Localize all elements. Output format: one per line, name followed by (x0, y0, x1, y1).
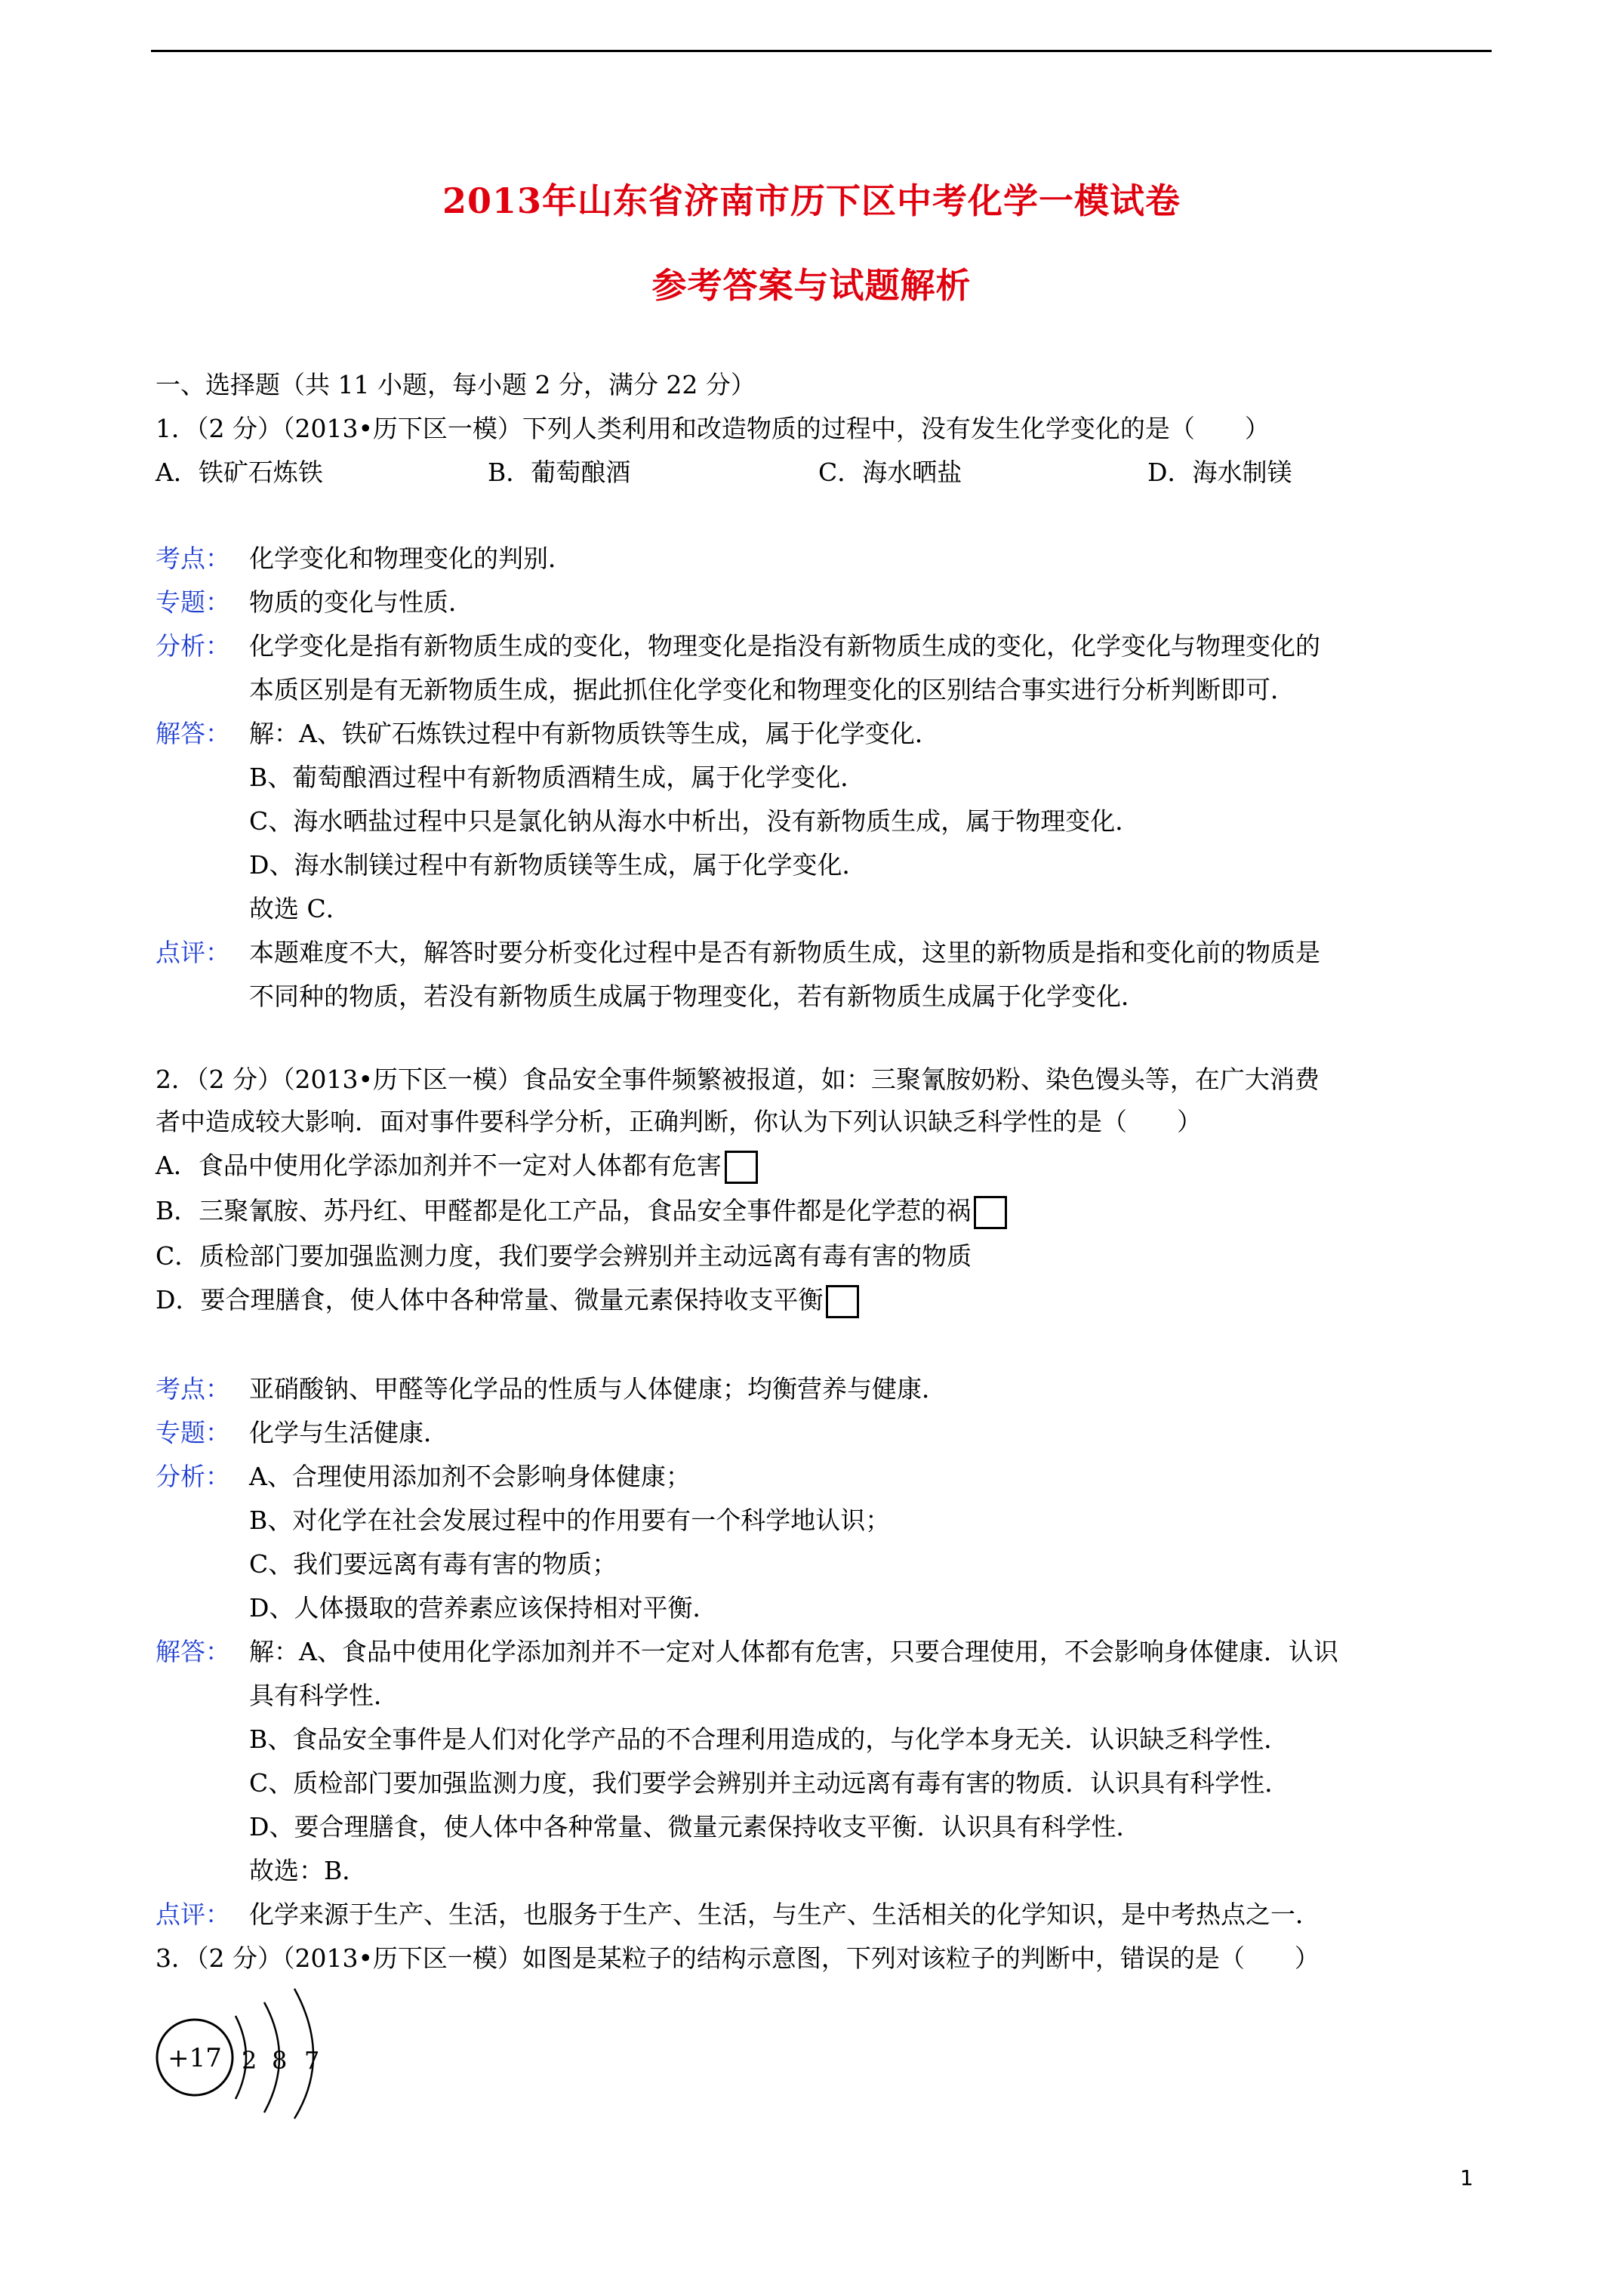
q2-option-a: A．食品中使用化学添加剂并不一定对人体都有危害 (156, 1151, 722, 1180)
header-rule (151, 50, 1492, 52)
q1-jieda-label: 解答： (156, 719, 230, 748)
document-subtitle: 参考答案与试题解析 (651, 265, 972, 306)
shell-3-electrons: 7 (304, 2046, 320, 2075)
q2-dianping-line-1: 化学来源于生产、生活，也服务于生产、生活，与生产、生活相关的化学知识，是中考热点之一． (249, 1900, 1320, 1929)
q1-zhuanti-label: 专题： (156, 587, 230, 617)
q1-option-b: B．葡萄酿酒 (488, 458, 631, 487)
q2-jieda-line-1b: 具有科学性． (249, 1681, 399, 1710)
q1-jieda-line-2: B、葡萄酿酒过程中有新物质酒精生成，属于化学变化． (249, 763, 866, 792)
q1-dianping-line-2: 不同种的物质，若没有新物质生成属于物理变化，若有新物质生成属于化学变化． (249, 982, 1146, 1011)
q1-fenxi-line-1: 化学变化是指有新物质生成的变化，物理变化是指没有新物质生成的变化，化学变化与物理变化的 (249, 631, 1320, 661)
q2-jieda-line-2: B、食品安全事件是人们对化学产品的不合理利用造成的，与化学本身无关．认识缺乏科学性． (249, 1724, 1289, 1754)
q2-option-d: D．要合理膳食，使人体中各种常量、微量元素保持收支平衡 (156, 1285, 824, 1314)
nucleus-charge: +17 (168, 2043, 222, 2073)
q1-kaodian-label: 考点： (156, 544, 230, 573)
q2-fenxi-line-1: A、合理使用添加剂不会影响身体健康； (249, 1462, 691, 1491)
q2-option-b-row (156, 1196, 1007, 1229)
q1-dianping-label: 点评： (156, 938, 230, 967)
q3-stem: 3．（2 分）（2013•历下区一模）如图是某粒子的结构示意图，下列对该粒子的判断中，错误的是（ ） (156, 1943, 1320, 1973)
blank-box (974, 1196, 1007, 1229)
q2-jieda-label: 解答： (156, 1637, 230, 1666)
q2-fenxi-label: 分析： (156, 1462, 230, 1491)
q1-jieda-line-4: D、海水制镁过程中有新物质镁等生成，属于化学变化． (249, 850, 867, 880)
q1-option-a: A．铁矿石炼铁 (156, 458, 323, 487)
q2-zhuanti: 化学与生活健康． (249, 1418, 448, 1447)
q2-stem-line-1: 2．（2 分）（2013•历下区一模）食品安全事件频繁被报道，如：三聚氰胺奶粉、染色馒头等，在广大消费 (156, 1065, 1320, 1094)
shell-2-electrons: 8 (272, 2046, 288, 2075)
q1-option-d: D．海水制镁 (1147, 458, 1292, 487)
q2-jieda-line-5: 故选：B． (249, 1856, 368, 1885)
atom-structure-diagram (151, 1963, 347, 2122)
q2-kaodian: 亚硝酸钠、甲醛等化学品的性质与人体健康；均衡营养与健康． (249, 1374, 947, 1404)
q2-fenxi-line-2: B、对化学在社会发展过程中的作用要有一个科学地认识； (249, 1505, 891, 1535)
q1-fenxi-line-2: 本质区别是有无新物质生成，据此抓住化学变化和物理变化的区别结合事实进行分析判断即可． (249, 675, 1295, 704)
q1-jieda-line-3: C、海水晒盐过程中只是氯化钠从海水中析出，没有新物质生成，属于物理变化． (249, 806, 1141, 836)
q1-jieda-line-5: 故选 C． (249, 894, 351, 923)
q2-dianping-label: 点评： (156, 1900, 230, 1929)
q1-jieda-line-1: 解：A、铁矿石炼铁过程中有新物质铁等生成，属于化学变化． (249, 719, 940, 748)
q2-jieda-line-1: 解：A、食品中使用化学添加剂并不一定对人体都有危害，只要合理使用，不会影响身体健康．认识 (249, 1637, 1338, 1666)
q1-stem: 1．（2 分）（2013•历下区一模）下列人类利用和改造物质的过程中，没有发生化学变化的是（ ） (156, 414, 1270, 443)
q2-kaodian-label: 考点： (156, 1374, 230, 1404)
q2-option-b: B．三聚氰胺、苏丹红、甲醛都是化工产品，食品安全事件都是化学惹的祸 (156, 1196, 972, 1225)
q2-jieda-line-3: C、质检部门要加强监测力度，我们要学会辨别并主动远离有毒有害的物质．认识具有科学性． (249, 1768, 1290, 1798)
q2-fenxi-line-4: D、人体摄取的营养素应该保持相对平衡． (249, 1593, 718, 1623)
q2-option-c: C．质检部门要加强监测力度，我们要学会辨别并主动远离有毒有害的物质 (156, 1241, 972, 1271)
blank-box (826, 1285, 859, 1318)
q2-zhuanti-label: 专题： (156, 1418, 230, 1447)
q2-stem-line-2: 者中造成较大影响．面对事件要科学分析，正确判断，你认为下列认识缺乏科学性的是（ ） (156, 1107, 1202, 1136)
q1-zhuanti: 物质的变化与性质． (249, 587, 473, 617)
q2-fenxi-line-3: C、我们要远离有毒有害的物质； (249, 1549, 617, 1579)
q1-fenxi-label: 分析： (156, 631, 230, 661)
section-heading: 一、选择题（共 11 小题，每小题 2 分，满分 22 分） (156, 370, 756, 399)
blank-box (725, 1151, 758, 1184)
q1-dianping-line-1: 本题难度不大，解答时要分析变化过程中是否有新物质生成，这里的新物质是指和变化前的物质是 (249, 938, 1320, 967)
q1-kaodian: 化学变化和物理变化的判别． (249, 544, 573, 573)
q2-option-a-row (156, 1151, 758, 1184)
shell-1-electrons: 2 (242, 2046, 257, 2075)
q1-option-c: C．海水晒盐 (818, 458, 962, 487)
q2-jieda-line-4: D、要合理膳食，使人体中各种常量、微量元素保持收支平衡．认识具有科学性． (249, 1812, 1141, 1841)
document-title: 2013年山东省济南市历下区中考化学一模试卷 (442, 180, 1181, 221)
page-number: 1 (1460, 2165, 1474, 2190)
q2-option-d-row (156, 1285, 859, 1318)
